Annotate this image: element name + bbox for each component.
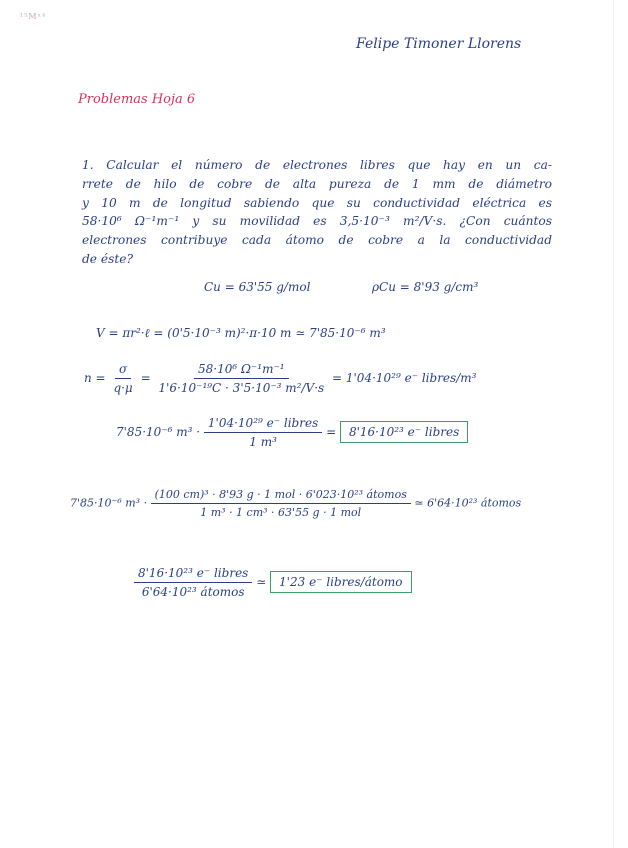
- frac-numerator: 58·10⁶ Ω⁻¹m⁻¹: [194, 362, 289, 379]
- sheet-title: Problemas Hoja 6: [78, 92, 196, 107]
- atoms-lhs: 7'85·10⁻⁶ m³ ·: [70, 496, 148, 510]
- given-molar-mass: Cu = 63'55 g/mol: [204, 280, 311, 294]
- atoms-result: ≃ 6'64·10²³ átomos: [414, 496, 522, 510]
- frac-denominator: q·μ: [113, 381, 133, 395]
- density-lhs: n =: [84, 371, 106, 385]
- frac-denominator: 1 m³: [249, 435, 277, 449]
- atoms-equation: [70, 488, 521, 519]
- frac-numerator: (100 cm)³ · 8'93 g · 1 mol · 6'023·10²³ átomos: [151, 488, 411, 504]
- atoms-fraction: [151, 488, 411, 519]
- electrons-result-box: 8'16·10²³ e⁻ libres: [340, 421, 468, 443]
- frac-denominator: 1'6·10⁻¹⁹C · 3'5·10⁻³ m²/V·s: [158, 381, 325, 395]
- problem-line: de éste?: [82, 251, 133, 266]
- equals-sign: =: [326, 425, 337, 439]
- ratio-fraction: [134, 566, 252, 599]
- carrier-density-equation: [84, 362, 476, 395]
- equals-sign: =: [140, 371, 151, 385]
- problem-line: 1. Calcular el número de electrones libres que hay en un ca-: [82, 158, 552, 172]
- sigma-over-qmu: [109, 362, 136, 395]
- electrons-lhs: 7'85·10⁻⁶ m³ ·: [116, 425, 201, 439]
- frac-denominator: 1 m³ · 1 cm³ · 63'55 g · 1 mol: [200, 506, 362, 519]
- free-electrons-equation: [116, 416, 468, 449]
- problem-line: 58·10⁶ Ω⁻¹m⁻¹ y su movilidad es 3,5·10⁻³ m²/V·s. ¿Con cuántos: [82, 214, 552, 229]
- problem-line: electrones contribuye cada átomo de cobre a la conductividad: [82, 233, 552, 248]
- frac-numerator: 1'04·10²⁹ e⁻ libres: [204, 416, 322, 433]
- problem-line: y 10 m de longitud sabiendo que su conductividad eléctrica es: [82, 195, 552, 210]
- frac-numerator: σ: [115, 362, 131, 379]
- problem-line: rrete de hilo de cobre de alta pureza de 1 mm de diámetro: [82, 176, 552, 191]
- frac-numerator: 8'16·10²³ e⁻ libres: [134, 566, 252, 583]
- ratio-equation: [134, 566, 412, 599]
- density-result: = 1'04·10²⁹ e⁻ libres/m³: [332, 371, 477, 385]
- approx-sign: ≃: [256, 575, 267, 589]
- problem-statement: [82, 156, 552, 269]
- page-edge: [613, 0, 614, 848]
- given-density: ρCu = 8'93 g/cm³: [372, 280, 479, 294]
- substituted-fraction: [154, 362, 328, 395]
- author-name: Felipe Timoner Llorens: [356, 36, 522, 52]
- ratio-result-box: 1'23 e⁻ libres/átomo: [270, 571, 411, 593]
- frac-denominator: 6'64·10²³ átomos: [141, 585, 245, 599]
- electrons-fraction: [204, 416, 322, 449]
- volume-equation: V = πr²·ℓ = (0'5·10⁻³ m)²·π·10 m ≃ 7'85·10⁻⁶ m³: [96, 326, 386, 340]
- corner-mark: ¹⁵Mˣ⁴: [20, 12, 47, 21]
